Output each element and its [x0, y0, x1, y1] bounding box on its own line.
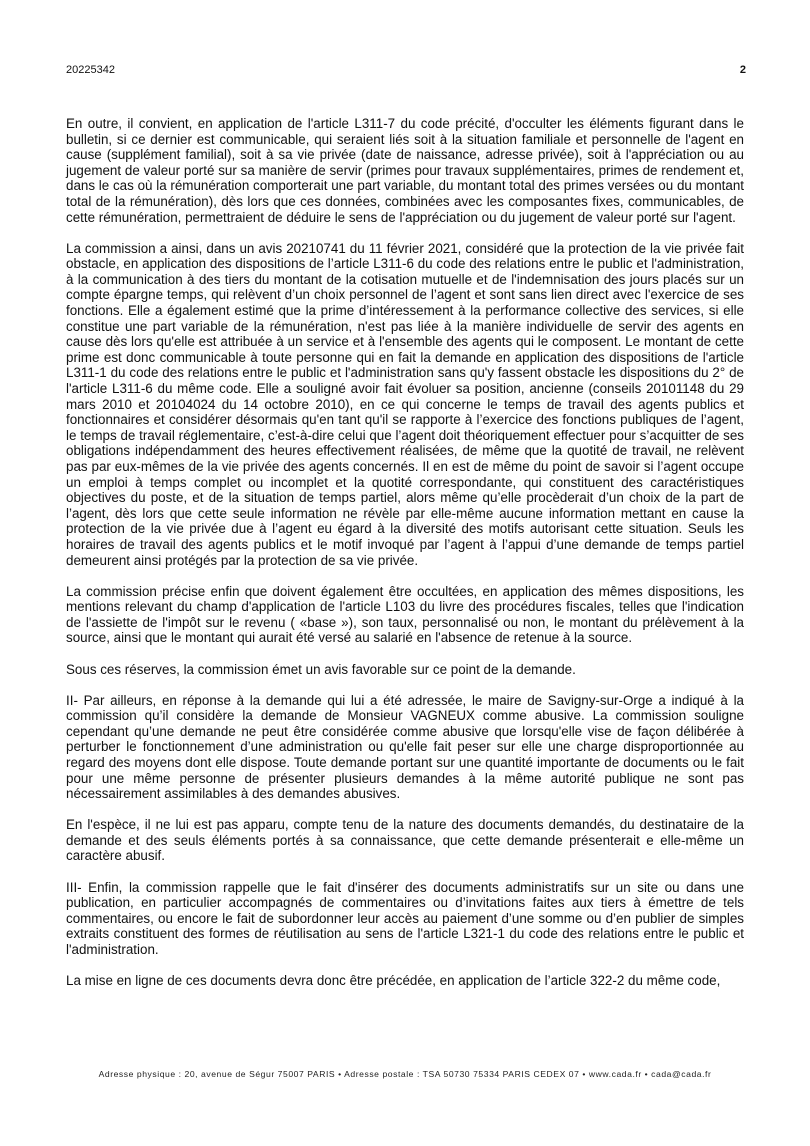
paragraph-avis-20210741: La commission a ainsi, dans un avis 20210741 du 11 février 2021, considéré que la protection de la vie privée fait obstacle, en application des dispositions de l’article L311-6 du code des relations entre le public et l'administration, à la communication à des tiers du montant de la cotisation mutuelle et de l'indemnisation des jours placés sur un compte épargne temps, qui relèvent d’un choix personnel de l’agent et sont sans lien direct avec l'exercice de ses fonctions. Elle a également estimé que la prime d’intéressement à la performance collective des services, si elle constitue une part variable de la rémunération, n'est pas liée à la manière individuelle de servir des agents en cause dès lors qu'elle est attribuée à un service et à l'ensemble des agents qui le composent. Le montant de cette prime est donc communicable à toute personne qui en fait la demande en application des dispositions de l'article L311-1 du code des relations entre le public et l'administration sans qu'y fassent obstacle les dispositions du 2° de l'article L311-6 du même code. Elle a souligné avoir fait évoluer sa position, ancienne (conseils 20101148 du 29 mars 2010 et 20104024 du 14 octobre 2010), en ce qui concerne le temps de travail des agents publics et fonctionnaires et considérer désormais qu'en tant qu'il se rapporte à l’exercice des fonctions publiques de l’agent, le temps de travail réglementaire, c’est-à-dire celui que l’agent doit théoriquement effectuer pour s’acquitter de ses obligations indépendamment des heures effectivement réalisées, de même que la quotité de travail, ne relèvent pas par eux-mêmes de la vie privée des agents concernés. Il en est de même du point de savoir si l’agent occupe un emploi à temps complet ou incomplet et la quotité correspondante, qui constituent des caractéristiques objectives du poste, et de la situation de temps partiel, alors même qu’elle procèderait d’un choix de la part de l’agent, dès lors que cette seule information ne révèle par elle-même aucune information mettant en cause la protection de la vie privée due à l’agent eu égard à la diversité des motifs autorisant cette situation. Seuls les horaires de travail des agents publics et le motif invoqué par l’agent à l’appui d’une demande de temps partiel demeurent ainsi protégés par la protection de sa vie privée.	[66, 240, 744, 568]
paragraph-avis-favorable: Sous ces réserves, la commission émet un avis favorable sur ce point de la demande.	[66, 661, 576, 677]
document-id: 20225342	[66, 64, 115, 76]
paragraph-mise-en-ligne: La mise en ligne de ces documents devra donc être précédée, en application de l’article 322-2 du même code,	[66, 973, 721, 988]
paragraph-en-l-espece: En l'espèce, il ne lui est pas apparu, compte tenu de la nature des documents demandés, du destinataire de la demande et des seuls éléments portés à sa connaissance, que cette demande présenterait e elle-même un caractère abusif.	[66, 817, 744, 864]
page-header	[66, 64, 746, 80]
paragraph-article-l103: La commission précise enfin que doivent également être occultées, en application des mêmes dispositions, les mentions relevant du champ d'application de l'article L103 du livre des procédures fiscales, telles que l'indication de l'assiette de l'impôt sur le revenu ( «base »), son taux, personnalisé ou non, le montant du prélèvement à la source, ainsi que le montant qui aurait été versé au salarié en l'absence de retenue à la source.	[66, 583, 744, 646]
paragraph-section-ii: II- Par ailleurs, en réponse à la demande qui lui a été adressée, le maire de Savigny-sur-Orge a indiqué à la commission qu’il considère la demande de Monsieur VAGNEUX comme abusive. La commission souligne cependant qu’une demande ne peut être considérée comme abusive que lorsqu'elle vise de façon délibérée à perturber le fonctionnement d’une administration ou qu'elle fait peser sur elle une charge disproportionnée au regard des moyens dont elle dispose. Toute demande portant sur une quantité importante de documents ou le fait pour une même personne de présenter plusieurs demandes à la même autorité publique ne sont pas nécessairement assimilables à des demandes abusives.	[66, 692, 744, 802]
page-footer: Adresse physique : 20, avenue de Ségur 75007 PARIS • Adresse postale : TSA 50730 75334 PARIS CEDEX 07 • www.cada.fr • cada@cada.fr	[98, 1069, 712, 1079]
paragraph-section-iii: III- Enfin, la commission rappelle que le fait d'insérer des documents administratifs sur un site ou dans une publication, en particulier accompagnés de commentaires ou d’invitations faites aux tiers à émettre de tels commentaires, ou encore le fait de subordonner leur accès au paiement d’une somme ou d’en publier de simples extraits constituent des formes de réutilisation au sens de l'article L321-1 du code des relations entre le public et l'administration.	[66, 879, 744, 957]
paragraph-article-l311-7: En outre, il convient, en application de l'article L311-7 du code précité, d'occulter les éléments figurant dans le bulletin, si ce dernier est communicable, qui seraient liés soit à la situation familiale et personnelle de l'agent en cause (supplément familial), soit à sa vie privée (date de naissance, adresse privée), soit à l'appréciation ou au jugement de valeur porté sur sa manière de servir (primes pour travaux supplémentaires, primes de rendement et, dans le cas où la rémunération comporterait une part variable, du montant total des primes versées ou du montant total de la rémunération), dès lors que ces données, combinées avec les composantes fixes, communicables, de cette rémunération, permettraient de déduire le sens de l'appréciation ou du jugement de valeur porté sur l'agent.	[66, 116, 744, 225]
document-body	[66, 116, 744, 1004]
page-number: 2	[739, 64, 746, 76]
